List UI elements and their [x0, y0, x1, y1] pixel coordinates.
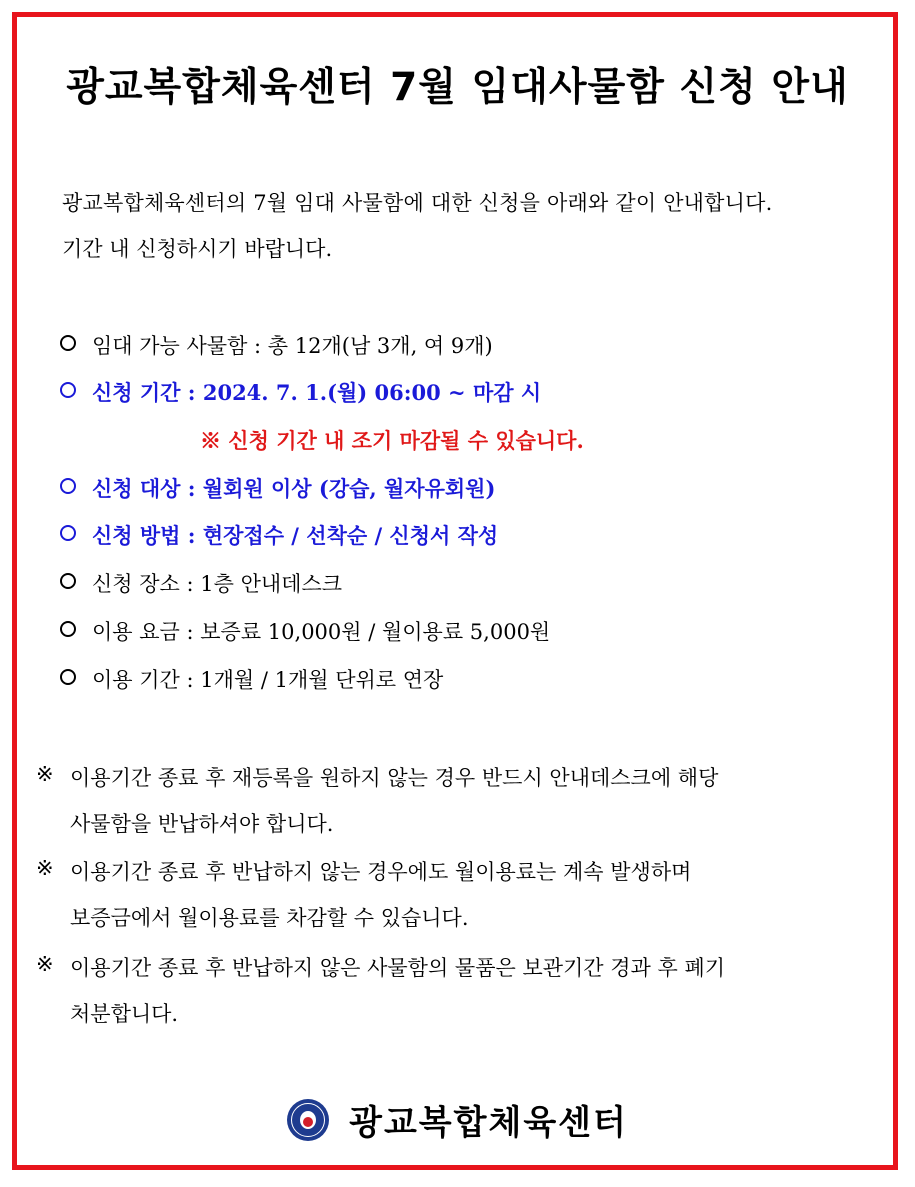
footer: [0, 1095, 915, 1144]
note-line-2: 보증금에서 월이용료를 차감할 수 있습니다.: [70, 906, 469, 930]
item-value: 월회원 이상 (강습, 월자유회원): [202, 476, 496, 501]
item-label: 임대 가능 사물함: [92, 334, 248, 358]
item-value: 2024. 7. 1.(월) 06:00 ~ 마감 시: [202, 380, 542, 405]
early-close-note: ※ 신청 기간 내 조기 마감될 수 있습니다.: [200, 428, 584, 453]
note-line-2: 처분합니다.: [70, 1002, 179, 1026]
reference-mark: ※: [36, 762, 54, 786]
item-value: 보증료 10,000원 / 월이용료 5,000원: [200, 620, 551, 644]
item-value: 1층 안내데스크: [200, 572, 343, 596]
list-item-eligibility: 신청 대상 : 월회원 이상 (강습, 월자유회원): [60, 473, 495, 503]
item-value: 총 12개(남 3개, 여 9개): [267, 334, 493, 358]
note-line-1: 이용기간 종료 후 재등록을 원하지 않는 경우 반드시 안내데스크에 해당: [70, 766, 719, 790]
circle-bullet-icon: [60, 525, 76, 541]
item-label: 신청 기간: [92, 380, 181, 405]
note-line-2: 사물함을 반납하셔야 합니다.: [70, 812, 334, 836]
list-item-locker-count: 임대 가능 사물함 : 총 12개(남 3개, 여 9개): [60, 330, 493, 360]
circle-bullet-icon: [60, 621, 76, 637]
item-value: 1개월 / 1개월 단위로 연장: [200, 668, 444, 692]
item-label: 이용 요금: [92, 620, 180, 644]
item-value: 현장접수 / 선착순 / 신청서 작성: [202, 523, 499, 548]
item-label: 이용 기간: [92, 668, 180, 692]
item-label: 신청 방법: [92, 523, 181, 548]
reference-mark: ※: [36, 952, 54, 976]
note-line-1: 이용기간 종료 후 반납하지 않는 경우에도 월이용료는 계속 발생하며: [70, 860, 692, 884]
organization-name: 광교복합체육센터: [349, 1103, 628, 1143]
list-item-location: 신청 장소 : 1층 안내데스크: [60, 568, 342, 598]
city-sports-emblem-icon: [287, 1099, 329, 1141]
reference-mark: ※: [36, 856, 54, 880]
intro-line-1: 광교복합체육센터의 7월 임대 사물함에 대한 신청을 아래와 같이 안내합니다.: [62, 191, 773, 215]
circle-bullet-icon: [60, 382, 76, 398]
circle-bullet-icon: [60, 335, 76, 351]
note-line-1: 이용기간 종료 후 반납하지 않은 사물함의 물품은 보관기간 경과 후 폐기: [70, 956, 726, 980]
circle-bullet-icon: [60, 573, 76, 589]
list-item-application-method: 신청 방법 : 현장접수 / 선착순 / 신청서 작성: [60, 520, 498, 550]
item-label: 신청 장소: [92, 572, 180, 596]
page-title: 광교복합체육센터 7월 임대사물함 신청 안내: [66, 65, 849, 110]
list-item-application-period: 신청 기간 : 2024. 7. 1.(월) 06:00 ~ 마감 시: [60, 377, 541, 407]
list-item-fee: 이용 요금 : 보증료 10,000원 / 월이용료 5,000원: [60, 616, 550, 646]
list-item-usage-period: 이용 기간 : 1개월 / 1개월 단위로 연장: [60, 664, 443, 694]
item-label: 신청 대상: [92, 476, 181, 501]
intro-line-2: 기간 내 신청하시기 바랍니다.: [62, 237, 333, 261]
circle-bullet-icon: [60, 669, 76, 685]
circle-bullet-icon: [60, 478, 76, 494]
